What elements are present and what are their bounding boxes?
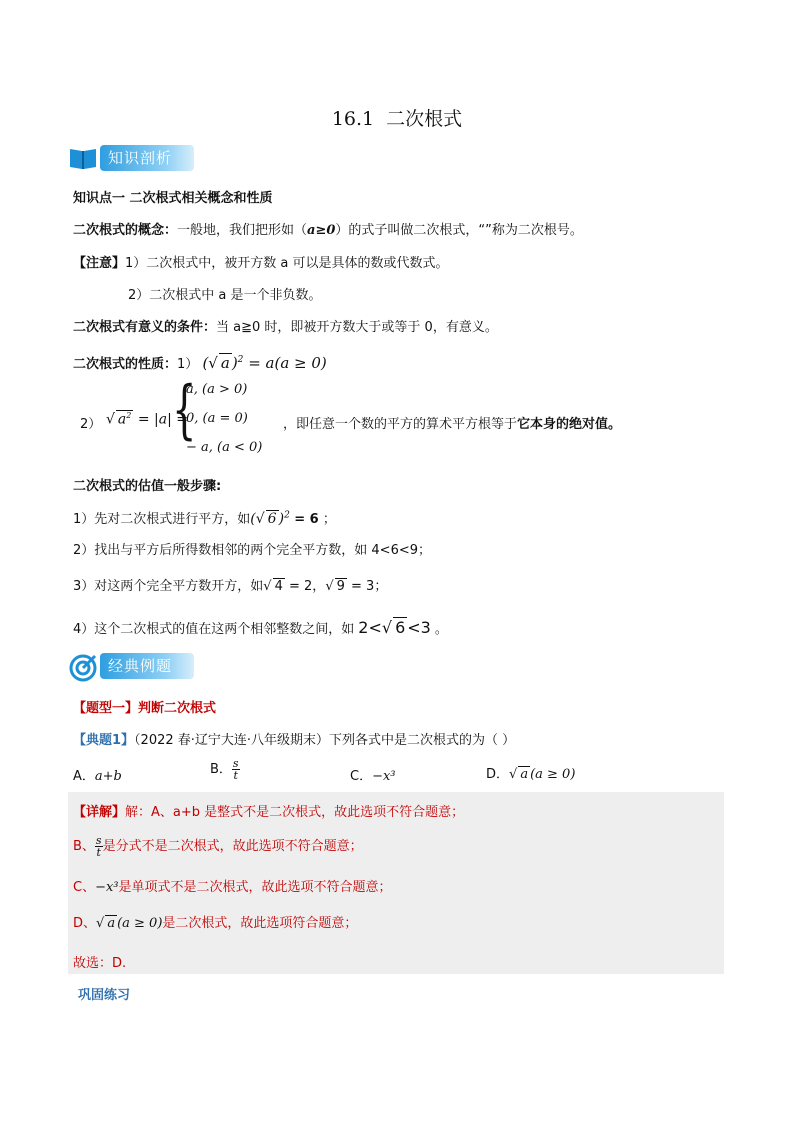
estimate-step-1: 1）先对二次根式进行平方，如(√ 6 )$^2$ = 6 ； — [73, 510, 336, 527]
meaning-line: 二次根式有意义的条件：当 a≧0 时，即被开方数大于或等于 0，有意义。 — [73, 320, 498, 335]
property-2-text: ，即任意一个数的平方的算术平方根等于它本身的绝对值。 — [283, 417, 622, 432]
solution-line-4: D、√ a (a ≥ 0)是二次根式，故此选项符合题意； — [73, 916, 358, 931]
target-icon — [68, 653, 98, 687]
practice-heading: 巩固练习 — [78, 988, 131, 1003]
option-c: C．−x³ — [350, 769, 396, 784]
book-icon — [68, 145, 98, 175]
option-d: D．√ a (a ≥ 0) — [486, 767, 576, 782]
section-banner-examples: 经典例题 — [100, 653, 194, 679]
solution-answer: 故选：D. — [73, 956, 127, 971]
knowledge-point-heading: 知识点一 二次根式相关概念和性质 — [73, 191, 273, 206]
type-heading: 【题型一】判断二次根式 — [73, 701, 217, 716]
case-negative: − a, (a < 0) — [186, 440, 263, 455]
note-line-2: 2）二次根式中 a 是一个非负数。 — [128, 288, 322, 303]
property-1: 二次根式的性质：1） (√ a )$^2$ = a(a ≥ 0) — [73, 354, 327, 372]
property-2-label: 2） — [80, 417, 102, 432]
estimate-step-2: 2）找出与平方后所得数相邻的两个完全平方数，如 4<6<9； — [73, 543, 432, 558]
page-title: 16.1 二次根式 — [331, 108, 463, 130]
concept-line: 二次根式的概念：一般地，我们把形如（a≥0）的式子叫做二次根式，“”称为二次根号。 — [73, 223, 583, 238]
estimate-heading: 二次根式的估值一般步骤: — [73, 479, 222, 494]
case-zero: 0, (a = 0) — [186, 411, 248, 426]
solution-line-1: 【详解】解：A、a+b 是整式不是二次根式，故此选项不符合题意； — [73, 805, 465, 820]
section-banner-analysis: 知识剖析 — [100, 145, 194, 171]
cases-brace: { — [172, 373, 197, 447]
estimate-step-3: 3）对这两个完全平方数开方，如√ 4 = 2，√ 9 = 3； — [73, 579, 388, 594]
example-question: 【典题1】（2022 春·辽宁大连·八年级期末）下列各式中是二次根式的为（ ） — [73, 733, 516, 748]
solution-line-2: B、 $\frac{s}{t}$ 是分式不是二次根式，故此选项不符合题意； — [73, 834, 363, 859]
solution-line-3: C、−x³是单项式不是二次根式，故此选项不符合题意； — [73, 880, 392, 895]
option-b: B． $\frac{s}{t}$ — [210, 757, 239, 782]
option-a: A．a+b — [73, 769, 122, 784]
note-line-1: 【注意】1）二次根式中，被开方数 a 可以是具体的数或代数式。 — [73, 256, 449, 271]
property-2-lhs: √ $a^2 = |a|$ = — [106, 411, 188, 428]
case-positive: a, (a > 0) — [186, 382, 248, 397]
estimate-step-4: 4）这个二次根式的值在这两个相邻整数之间，如 2<√ 6 <3 。 — [73, 618, 448, 637]
